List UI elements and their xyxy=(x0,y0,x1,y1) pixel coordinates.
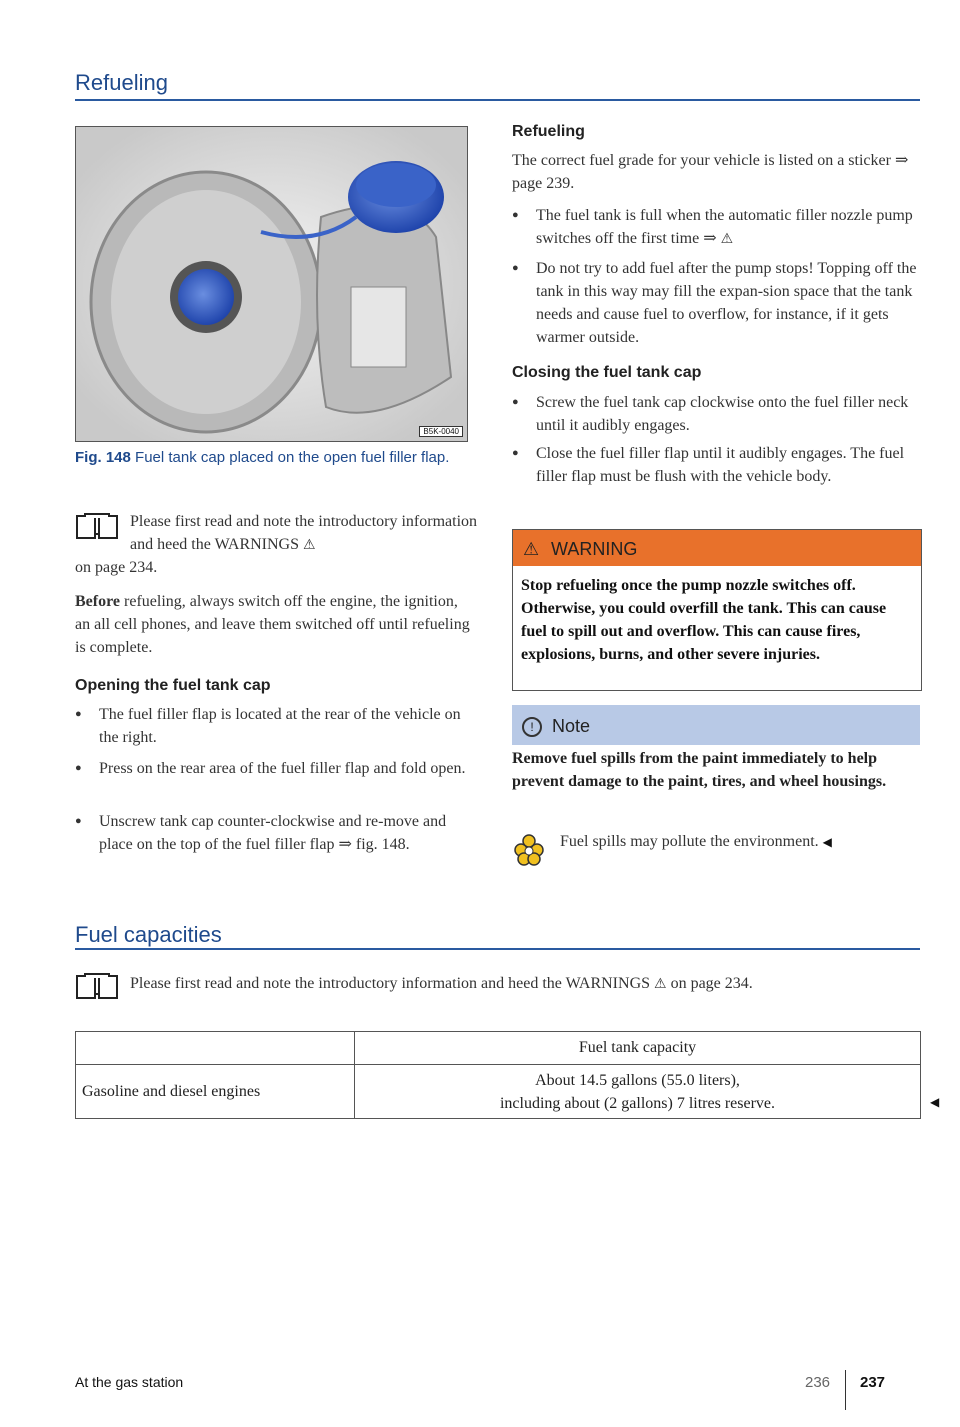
end-marker-icon: ◀ xyxy=(822,835,832,849)
warning-triangle-icon: ⚠ xyxy=(654,977,667,992)
figure-caption-label: Fig. 148 xyxy=(75,449,131,466)
warning-box xyxy=(512,529,922,691)
before-paragraph: Before refueling, always switch off the engine, the ignition, an all cell phones, and leave them switched off until refueling is complete. xyxy=(75,593,470,656)
fuel-capacity-table xyxy=(75,1031,921,1119)
closing-heading: Closing the fuel tank cap xyxy=(512,364,702,381)
table-header: Fuel tank capacity xyxy=(355,1032,921,1065)
table-cell-empty xyxy=(76,1032,355,1065)
warning-header: ⚠ WARNING xyxy=(513,530,921,566)
list-item: ● Screw the fuel tank cap clockwise onto the fuel filler neck until it audibly engages. xyxy=(536,391,920,437)
note-header: ! Note xyxy=(512,705,920,745)
warning-triangle-icon: ⚠ xyxy=(720,232,734,247)
fuel-cap-figure xyxy=(75,126,468,442)
page-number-right: 237 xyxy=(860,1374,886,1391)
figure-code: B5K-0040 xyxy=(419,426,463,437)
page-number-left: 236 xyxy=(805,1374,831,1391)
page-divider xyxy=(845,1370,846,1410)
section-title: Fuel capacities xyxy=(75,922,222,947)
warning-triangle-icon: ⚠ xyxy=(523,539,540,559)
end-marker-icon: ◀ xyxy=(930,1095,940,1109)
list-item: ● Press on the rear area of the fuel filler flap and fold open. xyxy=(99,757,477,780)
list-item: ● Unscrew tank cap counter-clockwise and re-move and place on the top of the fuel filler flap ⇒ fig. 148. xyxy=(99,810,477,856)
list-item: ● The fuel filler flap is located at the rear of the vehicle on the right. xyxy=(99,703,477,749)
info-icon: ! xyxy=(522,717,542,737)
intro-page-ref: on page 234. xyxy=(75,559,158,576)
figure-caption-text: Fuel tank cap placed on the open fuel filler flap. xyxy=(135,449,450,466)
list-item: ● Do not try to add fuel after the pump stops! Topping off the tank in this way may fill the expan-sion space that the tank needs and cause fuel to overflow, for instance, if it gets warmer outside. xyxy=(536,257,920,349)
list-item: ● Close the fuel filler flap until it audibly engages. The fuel filler flap must be flush with the vehicle body. xyxy=(536,442,920,488)
capacities-intro: Please first read and note the introductory information and heed the WARNINGS ⚠ on page 234. xyxy=(130,975,753,992)
refueling-heading: Refueling xyxy=(512,123,585,140)
footer-section: At the gas station xyxy=(75,1374,184,1390)
header-rule xyxy=(75,99,920,101)
fuel-cap-illustration xyxy=(76,127,467,441)
opening-heading: Opening the fuel tank cap xyxy=(75,677,271,694)
table-row-label: Gasoline and diesel engines xyxy=(76,1065,355,1119)
table-row-value: About 14.5 gallons (55.0 liters), including about (2 gallons) 7 litres reserve. xyxy=(355,1065,921,1119)
warning-text: Stop refueling once the pump nozzle switches off. Otherwise, you could overfill the tank. This can cause fuel to spill out and overflow. This can cause fires, explosions, burns, and other severe injuries. xyxy=(521,577,887,663)
intro-text: Please first read and note the introductory information and heed the WARNINGS ⚠ xyxy=(130,513,478,553)
list-item: ● The fuel tank is full when the automatic filler nozzle pump switches off the first time ⇒ ⚠ xyxy=(536,204,920,251)
book-icon xyxy=(75,512,119,545)
refueling-paragraph: The correct fuel grade for your vehicle is listed on a sticker ⇒ page 239. xyxy=(512,152,909,192)
warning-triangle-icon: ⚠ xyxy=(303,538,316,553)
note-text: Remove fuel spills from the paint immediately to help prevent damage to the paint, tires, and wheel housings. xyxy=(512,750,887,790)
section-rule xyxy=(75,948,920,950)
page-title: Refueling xyxy=(75,70,168,95)
figure-caption xyxy=(75,447,475,469)
book-icon xyxy=(75,972,119,1005)
environment-icon xyxy=(512,833,546,872)
environment-text: Fuel spills may pollute the environment. ◀ xyxy=(560,833,832,850)
